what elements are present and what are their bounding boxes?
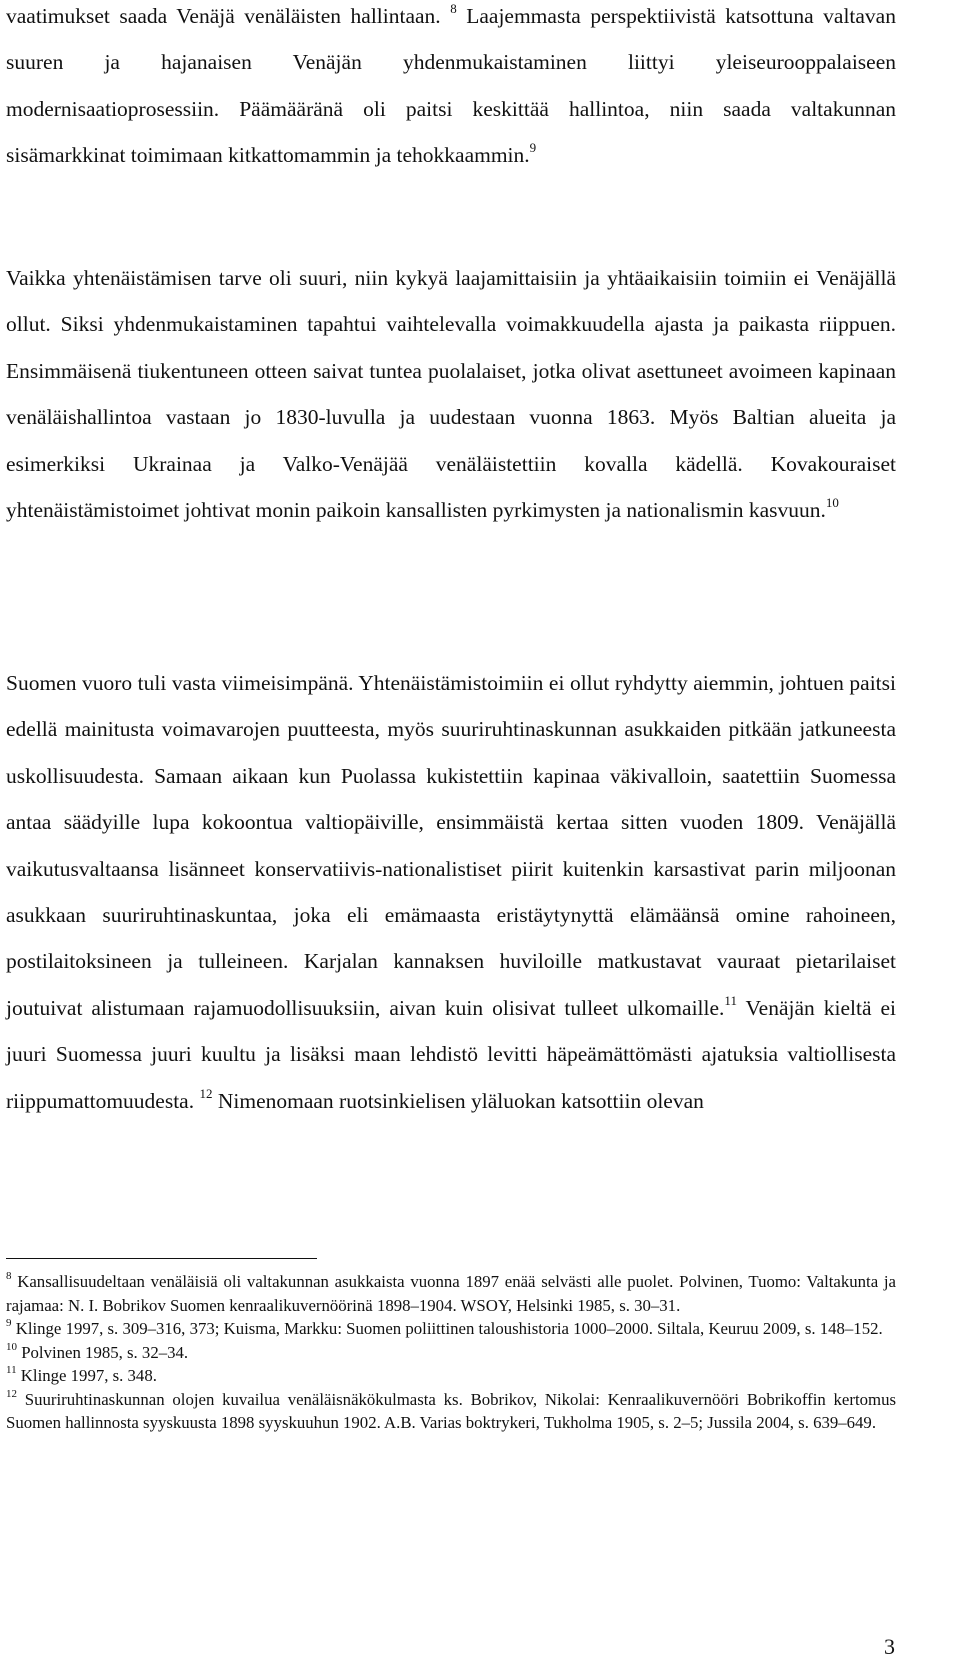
footnote-text: Polvinen 1985, s. 32–34. xyxy=(17,1342,189,1362)
footnote xyxy=(6,1364,896,1388)
body-paragraph xyxy=(6,660,896,1124)
paragraph-text: Nimenomaan ruotsinkielisen yläluokan katsottiin olevan xyxy=(212,1088,704,1113)
body-paragraph xyxy=(6,255,896,533)
footnote-number: 9 xyxy=(6,1317,12,1330)
footnote xyxy=(6,1317,896,1341)
paragraph-text: Suomen vuoro tuli vasta viimeisimpänä. Yhtenäistämistoimiin ei ollut ryhdytty aiemmin, johtuen paitsi edellä mainitusta voimavarojen puutteesta, myös suuriruhtinaskunnan asukkaiden pitkään jatkuneesta uskollisuudesta. Samaan aikaan kun Puolassa kukistettiin kapinaa väkivalloin, saatettiin Suomessa antaa säädyille lupa kokoontua valtiopäiville, ensimmäistä kertaa sitten vuoden 1809. Venäjällä vaikutusvaltaansa lisänneet konservatiivis-nationalistiset piirit kuitenkin karsastivat parin miljoonan asukkaan suuriruhtinaskuntaa, joka eli emämaasta eristäytynyttä elämäänsä omine rahoineen, postilaitoksineen ja tulleineen. Karjalan kannaksen huviloille matkustavat vauraat pietarilaiset joutuivat alistumaan rajamuodollisuuksiin, aivan kuin olisivat tulleet ulkomaille. xyxy=(6,671,896,1020)
footnote-text: Klinge 1997, s. 348. xyxy=(16,1366,157,1385)
footnote xyxy=(6,1341,896,1365)
footnote-ref: 8 xyxy=(450,0,457,16)
footnote-text: Suuriruhtinaskunnan olojen kuvailua venäläisnäkökulmasta ks. Bobrikov, Nikolai: Kenraalikuvernööri Bobrikoffin kertomus Suomen hallinnosta syyskuusta 1898 syyskuuhun 1902. A.B. Varias boktrykeri, Tukholma 1905, s. 2–5; Jussila 2004, s. 639–649. xyxy=(6,1389,896,1432)
footnote-divider xyxy=(6,1258,317,1259)
page-number: 3 xyxy=(884,1634,895,1659)
footnote-number: 8 xyxy=(6,1270,12,1283)
footnote-text: Klinge 1997, s. 309–316, 373; Kuisma, Markku: Suomen poliittinen taloushistoria 1000–2000. Siltala, Keuruu 2009, s. 148–152. xyxy=(11,1319,883,1338)
footnote-ref: 10 xyxy=(825,494,839,510)
footnotes xyxy=(6,1270,896,1435)
footnote-ref: 9 xyxy=(529,140,537,156)
footnote-number: 11 xyxy=(6,1364,17,1377)
paragraph-text: Laajemmasta perspektiivistä katsottuna valtavan suuren ja hajanaisen Venäjän yhdenmukaistaminen liittyi yleiseurooppalaiseen modernisaatioprosessiin. Päämääränä oli paitsi keskittää hallintoa, niin saada valtakunnan sisämarkkinat toimimaan kitkattomammin ja tehokkaammin. xyxy=(6,4,896,168)
footnote-ref: 11 xyxy=(724,992,737,1008)
footnote-number: 12 xyxy=(6,1387,17,1400)
footnote xyxy=(6,1270,896,1317)
footnote-ref: 12 xyxy=(199,1085,213,1101)
body-paragraph xyxy=(6,0,896,179)
footnote-text: Kansallisuudeltaan venäläisiä oli valtakunnan asukkaista vuonna 1897 enää selvästi alle puolet. Polvinen, Tuomo: Valtakunta ja rajamaa: N. I. Bobrikov Suomen kenraalikuvernöörinä 1898–1904. WSOY, Helsinki 1985, s. 30–31. xyxy=(6,1272,896,1315)
paragraph-text: Venäjän kieltä ei juuri Suomessa juuri kuultu ja lisäksi maan lehdistö levitti häpeämättömästi ajatuksia valtiollisesta riippumattomuudesta. xyxy=(6,995,896,1113)
paragraph-text: vaatimukset saada Venäjä venäläisten hallintaan. xyxy=(6,4,451,28)
footnote-number: 10 xyxy=(6,1340,17,1353)
paragraph-text: Vaikka yhtenäistämisen tarve oli suuri, niin kykyä laajamittaisiin ja yhtäaikaisiin toimiin ei Venäjällä ollut. Siksi yhdenmukaistaminen tapahtui vaihtelevalla voimakkuudella ajasta ja paikasta riippuen. Ensimmäisenä tiukentuneen otteen saivat tuntea puolalaiset, jotka olivat asettuneet avoimeen kapinaan venäläishallintoa vastaan jo 1830-luvulla ja uudestaan vuonna 1863. Myös Baltian alueita ja esimerkiksi Ukrainaa ja Valko-Venäjää venäläistettiin kovalla kädellä. Kovakouraiset yhtenäistämistoimet johtivat monin paikoin kansallisten pyrkimysten ja nationalismin kasvuun. xyxy=(6,266,896,523)
footnote xyxy=(6,1388,896,1435)
